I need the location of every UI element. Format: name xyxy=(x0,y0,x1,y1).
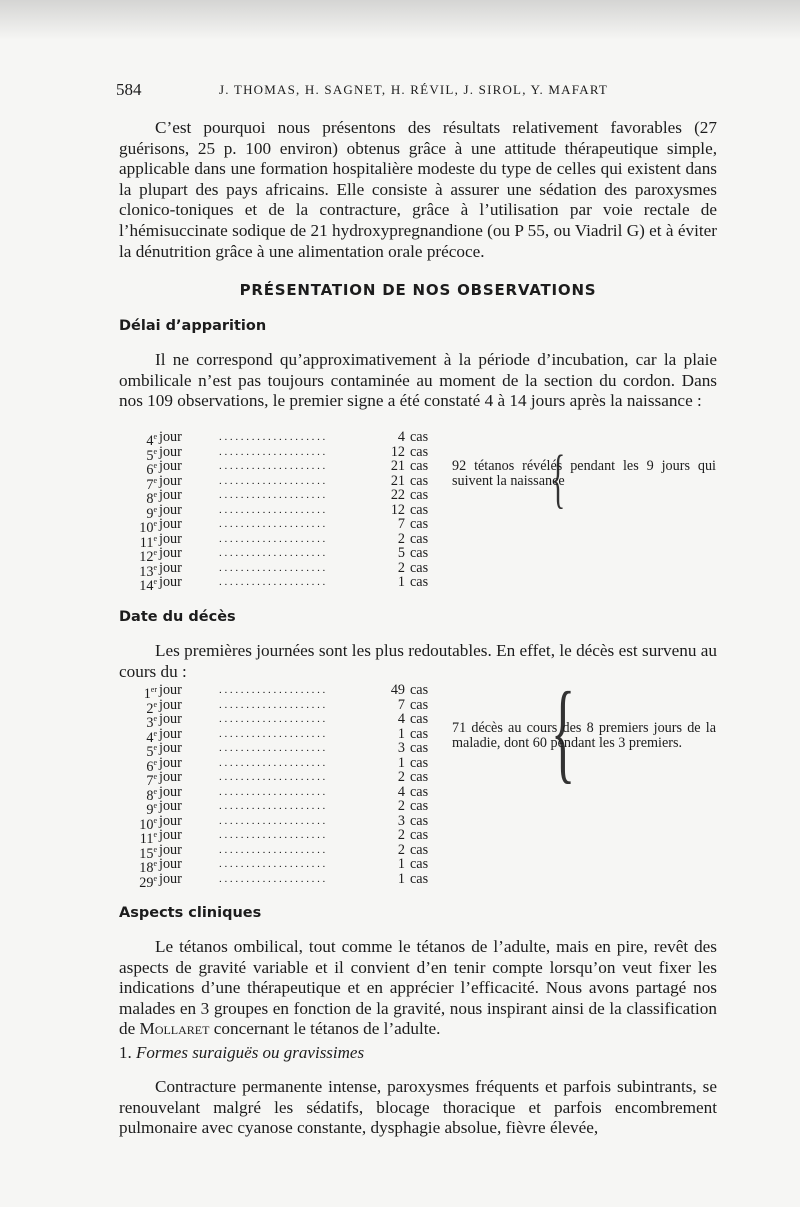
dot-leader: .................... xyxy=(219,771,328,783)
case-count: 4 xyxy=(397,429,405,445)
day-label: jour xyxy=(159,856,182,872)
case-count: 5 xyxy=(397,545,405,561)
case-count: 7 xyxy=(397,696,405,713)
day-number: 2e xyxy=(146,699,157,717)
delai-paragraph: Il ne correspond qu’approximativement à la période d’incubation, car la plaie ombilicale n’est pas toujours contaminée au moment de la section du cordon. Dans nos 109 observations, le premier signe a été constaté 4 à 14 jours après la naissance : xyxy=(119,350,717,411)
case-count: 3 xyxy=(397,812,405,829)
case-unit: cas xyxy=(410,740,429,756)
day-number: 8e xyxy=(146,786,157,804)
running-header xyxy=(116,80,717,102)
dot-leader: .................... xyxy=(219,518,328,530)
case-count: 7 xyxy=(397,516,405,532)
dot-leader: .................... xyxy=(219,474,328,487)
case-unit: cas xyxy=(410,487,429,503)
day-label: jour xyxy=(159,501,182,518)
case-count: 12 xyxy=(390,501,405,518)
case-unit: cas xyxy=(410,682,429,698)
case-count: 49 xyxy=(390,682,405,698)
day-label: jour xyxy=(159,740,182,756)
case-unit: cas xyxy=(410,783,429,800)
day-label: jour xyxy=(159,783,182,800)
day-label: jour xyxy=(159,870,182,887)
death-note: 71 décès au cours des 8 premiers jours de la maladie, dont 60 pendant les 3 premiers. xyxy=(452,720,716,751)
subheading-aspects: Aspects cliniques xyxy=(119,905,262,921)
brace-icon: { xyxy=(551,442,566,515)
table-row xyxy=(139,429,439,449)
case-unit: cas xyxy=(410,429,429,445)
day-number: 13e xyxy=(139,562,157,580)
dot-leader: .................... xyxy=(219,858,328,870)
case-count: 1 xyxy=(397,574,405,590)
day-number: 3e xyxy=(146,714,157,731)
case-unit: cas xyxy=(410,545,429,561)
table-row xyxy=(139,725,439,746)
subsection-body xyxy=(119,1077,717,1139)
brace-icon: { xyxy=(551,670,576,794)
case-count: 1 xyxy=(397,725,405,742)
day-number: 7e xyxy=(146,475,157,493)
day-label: jour xyxy=(159,516,182,532)
day-label: jour xyxy=(159,530,182,547)
case-unit: cas xyxy=(410,559,429,576)
case-count: 21 xyxy=(390,458,405,474)
case-count: 1 xyxy=(397,856,405,872)
case-unit: cas xyxy=(410,516,429,532)
day-number: 7e xyxy=(146,772,157,789)
day-label: jour xyxy=(159,458,182,474)
day-number: 1er xyxy=(143,685,157,702)
table-row xyxy=(139,458,439,478)
case-unit: cas xyxy=(410,841,429,858)
day-number: 6e xyxy=(146,461,157,478)
onset-note: 92 tétanos révélés pendant les 9 jours qui suivent la naissance xyxy=(452,458,716,489)
day-number: 5e xyxy=(146,446,157,464)
case-unit: cas xyxy=(410,443,429,460)
dot-leader: .................... xyxy=(219,713,328,725)
day-label: jour xyxy=(159,682,182,698)
case-unit: cas xyxy=(410,574,429,590)
dot-leader: .................... xyxy=(219,489,328,501)
delai-section xyxy=(119,350,717,412)
case-unit: cas xyxy=(410,798,429,814)
deces-paragraph: Les premières journées sont les plus redoutables. En effet, le décès est survenu au cours du : xyxy=(119,641,717,681)
intro-paragraph: C’est pourquoi nous présentons des résultats relativement favorables (27 guérisons, 25 p. 100 environ) obtenus grâce à une attitude thérapeutique simple, applicable dans une formation hospitalière modeste du type de celles qui existent dans la plupart des pays africains. Elle consiste à assurer une sédation des paroxysmes clonico-toniques et de la contracture, grâce à l’utilisation par voie rectale de l’hémisuccinate sodique de 21 hydroxypregnandione (ou P 55, ou Viadril G) et à éviter la dénutrition grâce à une alimentation orale précoce. xyxy=(119,118,717,261)
day-label: jour xyxy=(159,429,182,445)
dot-leader: .................... xyxy=(219,742,328,754)
dot-leader: .................... xyxy=(219,872,328,885)
subsection-paragraph: Contracture permanente intense, paroxysmes fréquents et parfois subintrants, se renouvelant malgré les sédatifs, blocage thoracique et parfois encombrement pulmonaire avec cyanose constante, dysphagie absolue, fièvre élevée, xyxy=(119,1077,717,1138)
dot-leader: .................... xyxy=(219,547,328,559)
subsection-title: Formes suraiguës ou gravissimes xyxy=(136,1043,365,1062)
case-count: 1 xyxy=(397,870,405,887)
day-label: jour xyxy=(159,812,182,829)
case-unit: cas xyxy=(410,501,429,518)
case-count: 3 xyxy=(397,740,405,756)
case-count: 2 xyxy=(397,530,405,547)
case-unit: cas xyxy=(410,725,429,742)
day-number: 18e xyxy=(139,859,157,876)
case-count: 2 xyxy=(397,769,405,785)
case-count: 12 xyxy=(390,443,405,460)
day-number: 10e xyxy=(139,519,157,536)
day-label: jour xyxy=(159,545,182,561)
table-row xyxy=(139,812,439,833)
intro-section xyxy=(119,118,717,262)
subheading-delai: Délai d’apparition xyxy=(119,318,267,334)
table-row xyxy=(139,856,439,876)
case-count: 2 xyxy=(397,827,405,843)
author-name: Mollaret xyxy=(139,1019,210,1039)
table-row xyxy=(139,501,439,522)
day-label: jour xyxy=(159,711,182,727)
table-row xyxy=(139,574,439,594)
day-label: jour xyxy=(159,841,182,858)
table-row xyxy=(139,443,439,464)
day-label: jour xyxy=(159,827,182,843)
table-row xyxy=(139,559,439,580)
day-number: 9e xyxy=(146,504,157,522)
case-unit: cas xyxy=(410,769,429,785)
day-number: 8e xyxy=(146,490,157,507)
table-row xyxy=(139,827,439,847)
dot-leader: .................... xyxy=(219,727,328,740)
table-row xyxy=(139,769,439,789)
aspects-text: Le tétanos ombilical, tout comme le tétanos de l’adulte, mais en pire, revêt des aspects de gravité variable et il convient d’en tenir compte lorsqu’on veut fixer les indications d’une thérapeutique et en apprécier l’efficacité. Nous avons partagé nos malades en 3 groupes en fonction de la gravité, nous inspirant ainsi de la classification de xyxy=(119,937,717,1039)
subsection-number: 1. xyxy=(119,1043,132,1062)
case-count: 2 xyxy=(397,841,405,858)
dot-leader: .................... xyxy=(219,503,328,516)
case-unit: cas xyxy=(410,696,429,713)
aspects-text-end: concernant le tétanos de l’adulte. xyxy=(213,1019,441,1039)
dot-leader: .................... xyxy=(219,814,328,827)
section-title: PRÉSENTATION DE NOS OBSERVATIONS xyxy=(239,281,597,299)
table-row xyxy=(139,487,439,507)
dot-leader: .................... xyxy=(219,829,328,841)
day-number: 5e xyxy=(146,743,157,760)
day-label: jour xyxy=(159,574,182,590)
dot-leader: .................... xyxy=(219,532,328,545)
subsection-heading xyxy=(119,1043,364,1063)
day-label: jour xyxy=(159,798,182,814)
table-row xyxy=(139,696,439,717)
case-count: 2 xyxy=(397,798,405,814)
case-unit: cas xyxy=(410,856,429,872)
table-row xyxy=(139,740,439,760)
day-label: jour xyxy=(159,725,182,742)
case-unit: cas xyxy=(410,870,429,887)
case-unit: cas xyxy=(410,812,429,829)
day-label: jour xyxy=(159,559,182,576)
table-row xyxy=(139,472,439,493)
day-number: 12e xyxy=(139,548,157,565)
case-unit: cas xyxy=(410,827,429,843)
day-label: jour xyxy=(159,754,182,771)
day-number: 4e xyxy=(146,432,157,449)
case-count: 4 xyxy=(397,783,405,800)
day-number: 4e xyxy=(146,728,157,746)
dot-leader: .................... xyxy=(219,431,328,443)
table-row xyxy=(139,783,439,804)
dot-leader: .................... xyxy=(219,460,328,472)
table-row xyxy=(139,841,439,862)
table-row xyxy=(139,682,439,702)
table-row xyxy=(139,798,439,818)
running-header-authors: J. THOMAS, H. SAGNET, H. RÉVIL, J. SIROL, Y. MAFART xyxy=(219,82,609,97)
scan-shadow xyxy=(0,0,800,40)
dot-leader: .................... xyxy=(219,576,328,588)
day-number: 10e xyxy=(139,815,157,833)
case-count: 2 xyxy=(397,559,405,576)
day-label: jour xyxy=(159,696,182,713)
case-count: 1 xyxy=(397,754,405,771)
day-number: 11e xyxy=(139,533,157,551)
day-number: 9e xyxy=(146,801,157,818)
dot-leader: .................... xyxy=(219,684,328,696)
onset-table xyxy=(139,429,439,594)
day-label: jour xyxy=(159,443,182,460)
case-unit: cas xyxy=(410,754,429,771)
table-row xyxy=(139,711,439,731)
case-unit: cas xyxy=(410,472,429,489)
case-unit: cas xyxy=(410,711,429,727)
case-unit: cas xyxy=(410,458,429,474)
day-label: jour xyxy=(159,487,182,503)
day-label: jour xyxy=(159,769,182,785)
dot-leader: .................... xyxy=(219,785,328,798)
dot-leader: .................... xyxy=(219,561,328,574)
table-row xyxy=(139,530,439,551)
case-count: 21 xyxy=(390,472,405,489)
deces-section xyxy=(119,641,717,682)
table-row xyxy=(139,870,439,891)
aspects-section xyxy=(119,937,717,1040)
day-number: 15e xyxy=(139,844,157,862)
aspects-paragraph xyxy=(119,937,717,1040)
case-count: 4 xyxy=(397,711,405,727)
table-row xyxy=(139,754,439,775)
day-label: jour xyxy=(159,472,182,489)
case-unit: cas xyxy=(410,530,429,547)
subheading-deces: Date du décès xyxy=(119,609,236,625)
day-number: 14e xyxy=(139,577,157,594)
day-number: 11e xyxy=(139,830,157,847)
day-number: 29e xyxy=(139,873,157,891)
case-count: 22 xyxy=(390,487,405,503)
page-number: 584 xyxy=(116,80,142,99)
death-table xyxy=(139,682,439,891)
dot-leader: .................... xyxy=(219,756,328,769)
table-row xyxy=(139,545,439,565)
dot-leader: .................... xyxy=(219,698,328,711)
dot-leader: .................... xyxy=(219,445,328,458)
table-row xyxy=(139,516,439,536)
dot-leader: .................... xyxy=(219,800,328,812)
dot-leader: .................... xyxy=(219,843,328,856)
day-number: 6e xyxy=(146,757,157,775)
